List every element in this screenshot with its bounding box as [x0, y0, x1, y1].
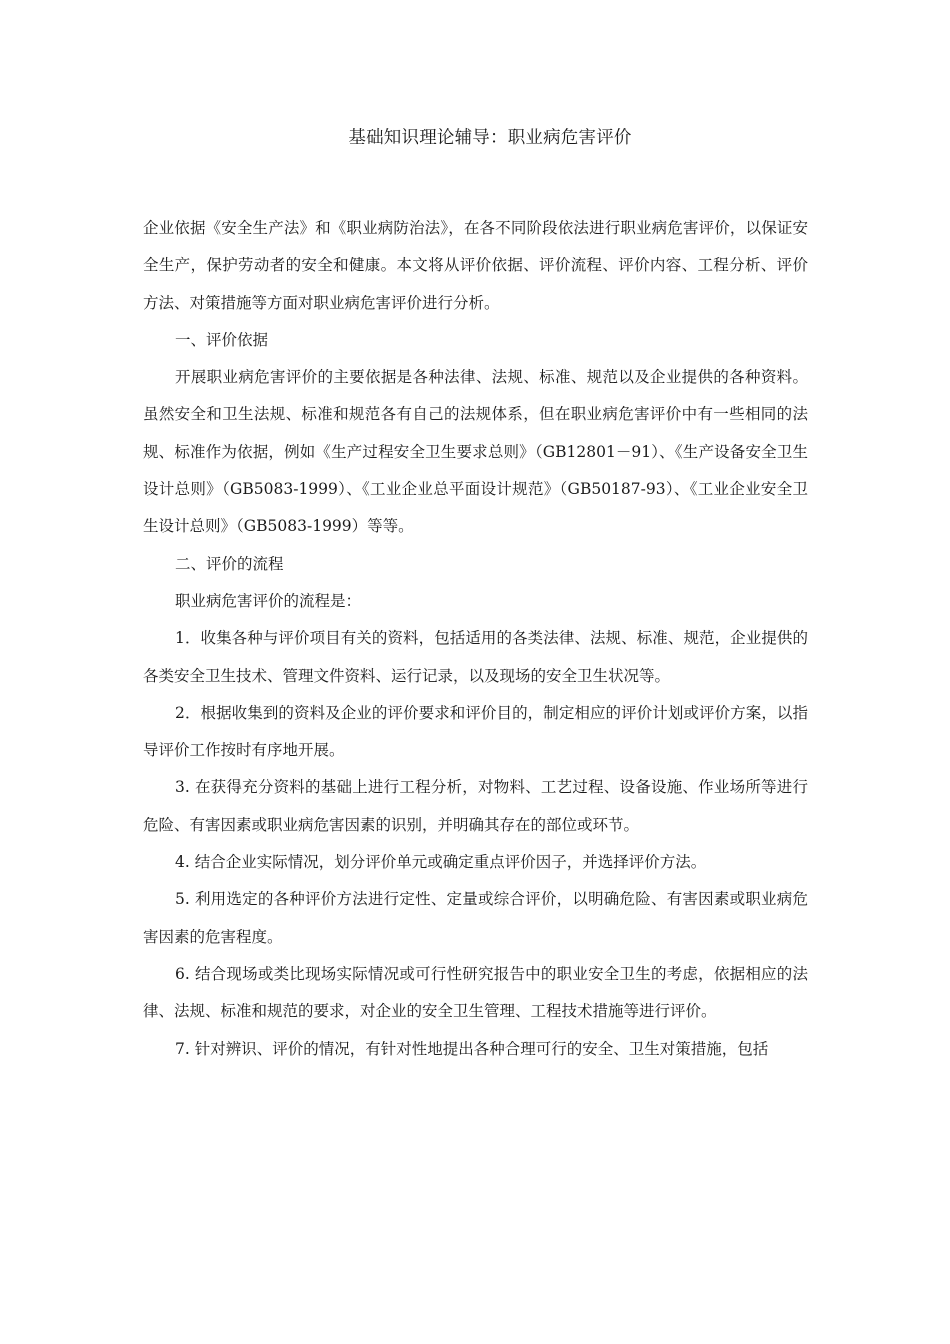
- process-step-1: 1．收集各种与评价项目有关的资料，包括适用的各类法律、法规、标准、规范，企业提供的各类安全卫生技术、管理文件资料、运行记录，以及现场的安全卫生状况等。: [143, 629, 808, 685]
- intro-paragraph: 企业依据《安全生产法》和《职业病防治法》，在各不同阶段依法进行职业病危害评价，以保证安全生产，保护劳动者的安全和健康。本文将从评价依据、评价流程、评价内容、工程分析、评价方法、对策措施等方面对职业病危害评价进行分析。: [143, 219, 808, 312]
- process-step-5: 5. 利用选定的各种评价方法进行定性、定量或综合评价，以明确危险、有害因素或职业病危害因素的危害程度。: [143, 890, 808, 946]
- process-intro: 职业病危害评价的流程是：: [175, 591, 362, 610]
- basis-paragraph: 开展职业病危害评价的主要依据是各种法律、法规、标准、规范以及企业提供的各种资料。虽然安全和卫生法规、标准和规范各有自己的法规体系，但在职业病危害评价中有一些相同的法规、标准作为依据，例如《生产过程安全卫生要求总则》（GB12801－91）、《生产设备安全卫生设计总则》（GB5083-1999）、《工业企业总平面设计规范》（GB50187-93）、《工业企业安全卫生设计总则》（GB5083-1999）等等。: [143, 368, 808, 536]
- document-title: 基础知识理论辅导：职业病危害评价: [348, 128, 632, 148]
- document-body: [143, 210, 808, 1068]
- section-heading-basis: 一、评价依据: [175, 330, 269, 349]
- section-heading-process: 二、评价的流程: [175, 554, 284, 573]
- process-step-3: 3. 在获得充分资料的基础上进行工程分析，对物料、工艺过程、设备设施、作业场所等进行危险、有害因素或职业病危害因素的识别，并明确其存在的部位或环节。: [143, 778, 808, 834]
- process-step-6: 6. 结合现场或类比现场实际情况或可行性研究报告中的职业安全卫生的考虑，依据相应的法律、法规、标准和规范的要求，对企业的安全卫生管理、工程技术措施等进行评价。: [143, 964, 808, 1021]
- process-step-2: 2．根据收集到的资料及企业的评价要求和评价目的，制定相应的评价计划或评价方案，以指导评价工作按时有序地开展。: [143, 703, 808, 760]
- process-step-4: 4. 结合企业实际情况，划分评价单元或确定重点评价因子，并选择评价方法。: [175, 853, 707, 872]
- process-step-7: 7. 针对辨识、评价的情况，有针对性地提出各种合理可行的安全、卫生对策措施，包括: [175, 1039, 769, 1058]
